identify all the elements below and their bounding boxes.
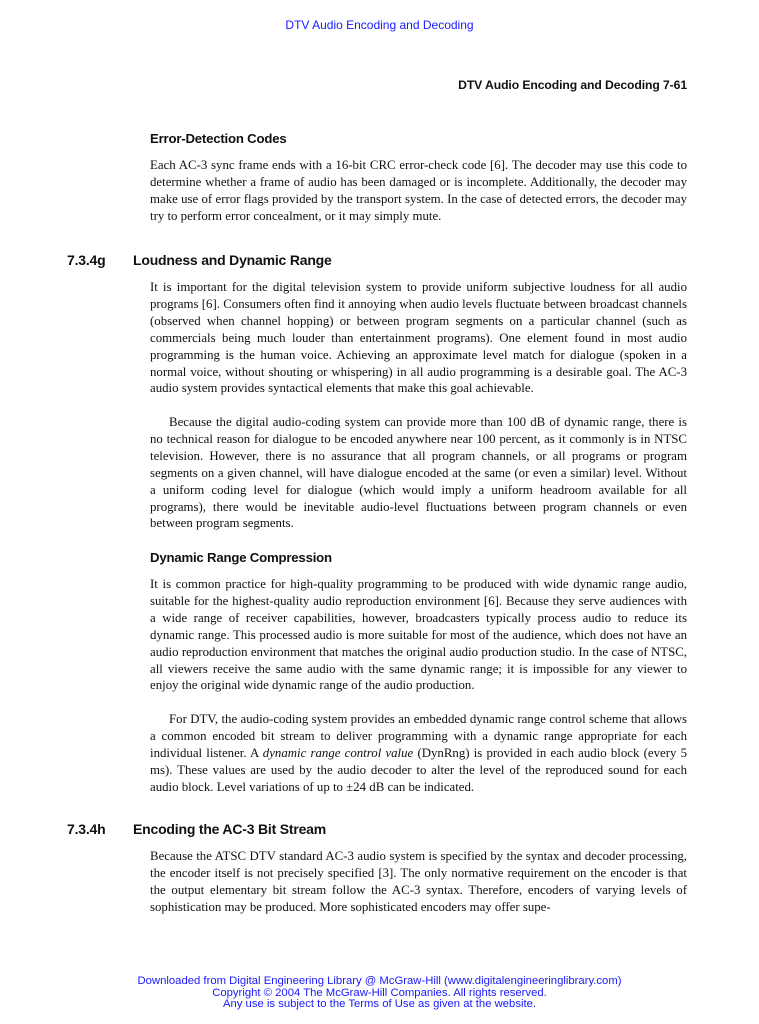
footer-download-link[interactable]: Downloaded from Digital Engineering Library @ McGraw-Hill (www.digitalengineeringlibrary.com) [137,975,622,987]
paragraph-error-detection: Each AC-3 sync frame ends with a 16-bit CRC error-check code [6]. The decoder may use this code to determine whether a frame of audio has been damaged or is incomplete. Additionally, the decoder may make use of error flags provided by the transport system. In the case of detected errors, the decoder may try to perform error concealment, or it may simply mute. [150,158,687,223]
footer-copyright [0,976,759,1011]
section-heading-7-3-4g [67,252,697,268]
footer-copyright-line[interactable]: Copyright © 2004 The McGraw-Hill Companies. All rights reserved. [212,986,547,999]
top-title-link[interactable]: DTV Audio Encoding and Decoding [285,18,474,32]
section-title: Encoding the AC-3 Bit Stream [133,821,327,837]
footer-terms-line[interactable]: Any use is subject to the Terms of Use as given at the website. [222,998,537,1011]
section-heading-7-3-4h [67,821,697,837]
paragraph-drc-1: It is common practice for high-quality programming to be produced with wide dynamic range audio, suitable for the highest-quality audio reproduction environment [6]. Because they serve audiences with a wide range of receiver capabilities, however, broadcasters typically process audio to reduce its dynamic range. This processed audio is more suitable for most of the audience, which does not have an audio reproduction environment that matches the original audio production studio. In the case of NTSC, all viewers receive the same audio with the same dynamic range; it is impossible for any viewer to enjoy the original wide dynamic range of the audio production. [150,577,687,693]
section-number: 7.3.4g [67,252,106,268]
paragraph-drc-2-text-cont: (DynRng) is provided in each audio block (every 5 ms). These values are used by the audio decoder to alter the level of the reproduced sound for each audio block. Level variations of up to ±24 dB can be indicated. [150,745,688,794]
section-title: Loudness and Dynamic Range [133,252,332,268]
paragraph-drc-2 [150,711,687,796]
paragraph-encoding: Because the ATSC DTV standard AC-3 audio system is specified by the syntax and decoder processing, the encoder itself is not precisely specified [3]. The only normative requirement on the encoder is that the output elementary bit stream follow the AC-3 syntax. Therefore, encoders of varying levels of sophistication may be produced. More sophisticated encoders may offer supe- [150,849,687,914]
paragraph-drc-2-text: For DTV, the audio-coding system provides an embedded dynamic range control scheme that allows a common encoded bit stream to deliver programming with a dynamic range appropriate for each individual listener. A [150,712,687,760]
paragraph-loudness-2 [150,414,687,532]
subheading-error-detection-codes: Error-Detection Codes [150,131,287,146]
paragraph-loudness-1: It is important for the digital television system to provide uniform subjective loudness for all audio programs [6]. Consumers often find it annoying when audio levels fluctuate between broadcast channels (observed when channel hopping) or between program segments on a particular channel (such as commercials being much louder than entertainment programs). One element found in most audio programming is the human voice. Achieving an approximate level match for dialogue (spoken in a normal voice, without shouting or whispering) in all audio programming is a desirable goal. The AC-3 audio system provides syntactical elements that make this goal achievable. [150,280,687,396]
section-number: 7.3.4h [67,821,106,837]
subheading-dynamic-range-compression: Dynamic Range Compression [150,550,332,565]
paragraph-loudness-2-text: Because the digital audio-coding system can provide more than 100 dB of dynamic range, there is no technical reason for dialogue to be encoded anywhere near 100 percent, as it commonly is in NTSC television. However, there is no assurance that all program channels, or all programs or program segments on a given channel, will have dialogue encoded at the same (or even a similar) level. Without a uniform coding level for dialogue (which would imply a uniform headroom available for all programs), there would be inevitable audio-level fluctuations between program channels or even between program segments. [150,415,687,531]
running-header: DTV Audio Encoding and Decoding 7-61 [458,78,687,92]
term-dynamic-range-control-value: dynamic range control value [262,745,414,760]
